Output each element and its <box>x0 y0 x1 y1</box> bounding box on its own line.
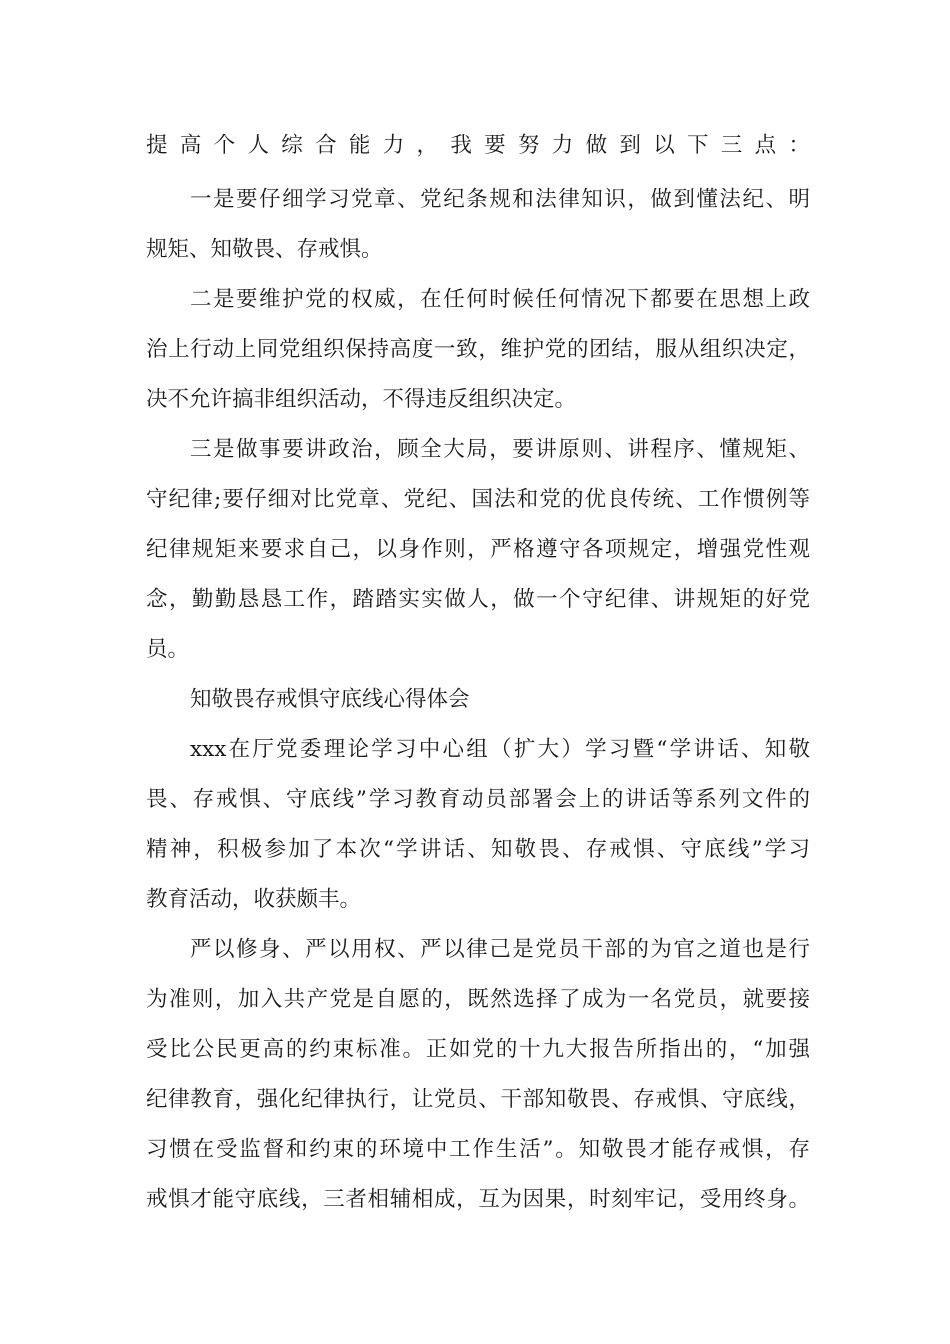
text-line: 习惯在受监督和约束的环境中工作生活”。知敬畏才能存戒惧，存 <box>146 1137 810 1162</box>
text-line: 严以修身、严以用权、严以律己是党员干部的为官之道也是行 <box>190 937 810 962</box>
text-line: 教育活动，收获颇丰。 <box>146 887 362 912</box>
text-line: 提高个人综合能力，我要努力做到以下三点： <box>146 133 810 158</box>
text-line: 一是要仔细学习党章、党纪条规和法律知识，做到懂法纪、明 <box>190 187 810 212</box>
text-line: 守纪律;要仔细对比党章、党纪、国法和党的优良传统、工作惯例等 <box>146 487 810 512</box>
text-line: 决不允许搞非组织活动，不得违反组织决定。 <box>146 387 577 412</box>
text-line: 精神，积极参加了本次“学讲话、知敬畏、存戒惧、守底线”学习 <box>146 837 810 862</box>
section-heading: 知敬畏存戒惧守底线心得体会 <box>190 687 470 712</box>
text-line: xxx在厅党委理论学习中心组（扩大）学习暨“学讲话、知敬 <box>190 737 810 762</box>
text-line: 二是要维护党的权威，在任何时候任何情况下都要在思想上政 <box>190 287 810 312</box>
text-line: 戒惧才能守底线，三者相辅相成，互为因果，时刻牢记，受用终身。 <box>146 1187 810 1212</box>
text-line: 纪律教育，强化纪律执行，让党员、干部知敬畏、存戒惧、守底线， <box>146 1087 810 1112</box>
text-line: 受比公民更高的约束标准。正如党的十九大报告所指出的，“加强 <box>146 1037 810 1062</box>
text-line: 为准则，加入共产党是自愿的，既然选择了成为一名党员，就要接 <box>146 987 810 1012</box>
text-line: 念，勤勤恳恳工作，踏踏实实做人，做一个守纪律、讲规矩的好党 <box>146 587 810 612</box>
text-line: 治上行动上同党组织保持高度一致，维护党的团结，服从组织决定， <box>146 337 810 362</box>
text-line: 纪律规矩来要求自己，以身作则，严格遵守各项规定，增强党性观 <box>146 537 810 562</box>
text-line: 员。 <box>146 637 190 662</box>
text-line: 规矩、知敬畏、存戒惧。 <box>146 237 383 262</box>
text-line: 三是做事要讲政治，顾全大局，要讲原则、讲程序、懂规矩、 <box>190 437 810 462</box>
text-line: 畏、存戒惧、守底线”学习教育动员部署会上的讲话等系列文件的 <box>146 787 810 812</box>
